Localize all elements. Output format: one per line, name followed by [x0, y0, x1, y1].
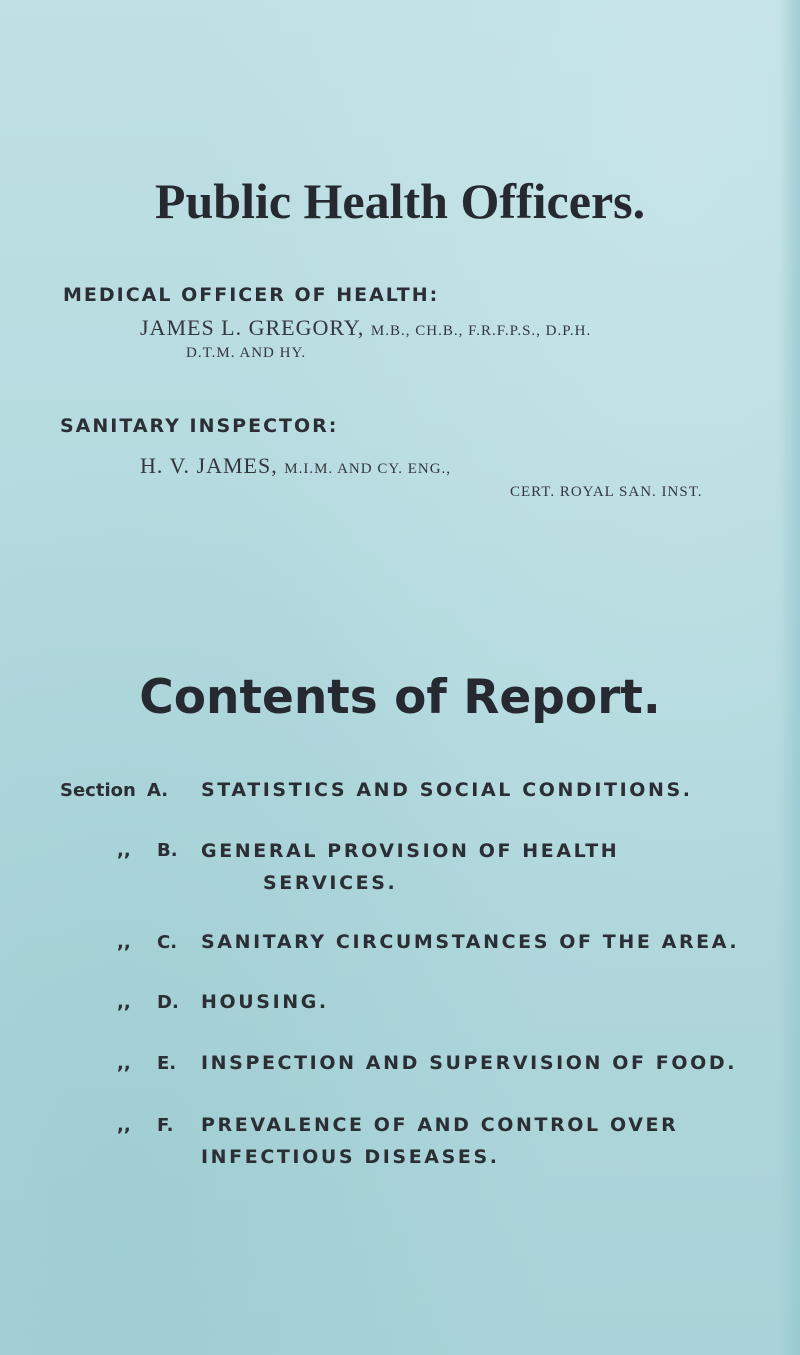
- officer-role-medical: MEDICAL OFFICER OF HEALTH:: [63, 284, 440, 306]
- contents-title: Contents of Report.: [139, 670, 661, 725]
- section-title: STATISTICS AND SOCIAL CONDITIONS.: [201, 779, 693, 801]
- section-letter: F.: [157, 1115, 174, 1136]
- section-letter: B.: [157, 840, 178, 861]
- section-prefix: Section: [60, 780, 136, 801]
- section-title: SANITARY CIRCUMSTANCES OF THE AREA.: [201, 931, 740, 953]
- section-letter: A.: [147, 780, 169, 801]
- section-letter: D.: [157, 992, 179, 1013]
- section-title: GENERAL PROVISION OF HEALTH: [201, 840, 620, 862]
- section-title-line2: SERVICES.: [263, 872, 398, 894]
- section-letter: E.: [157, 1053, 177, 1074]
- page-title: Public Health Officers.: [154, 173, 646, 229]
- officer-qualifications-line2: D.T.M. AND HY.: [186, 345, 307, 361]
- officer-name-medical: [140, 315, 591, 341]
- section-prefix: ,,: [117, 932, 131, 953]
- section-title: PREVALENCE OF AND CONTROL OVER: [201, 1114, 679, 1136]
- officer-qualifications: M.I.M. AND CY. ENG.,: [284, 461, 452, 477]
- section-prefix: ,,: [117, 840, 131, 861]
- officer-qualifications-line2: CERT. ROYAL SAN. INST.: [510, 484, 703, 500]
- officer-name-text: H. V. JAMES,: [140, 453, 278, 478]
- section-title: HOUSING.: [201, 991, 329, 1013]
- section-title: INSPECTION AND SUPERVISION OF FOOD.: [201, 1052, 738, 1074]
- section-title-line2: INFECTIOUS DISEASES.: [201, 1146, 500, 1168]
- section-prefix: ,,: [117, 992, 131, 1013]
- officer-name-sanitary: [140, 453, 451, 479]
- officer-name-text: JAMES L. GREGORY,: [140, 315, 365, 340]
- section-letter: C.: [157, 932, 178, 953]
- officer-qualifications: M.B., CH.B., F.R.F.P.S., D.P.H.: [370, 323, 592, 339]
- officer-role-sanitary: SANITARY INSPECTOR:: [60, 415, 339, 437]
- section-prefix: ,,: [117, 1053, 131, 1074]
- section-prefix: ,,: [117, 1115, 131, 1136]
